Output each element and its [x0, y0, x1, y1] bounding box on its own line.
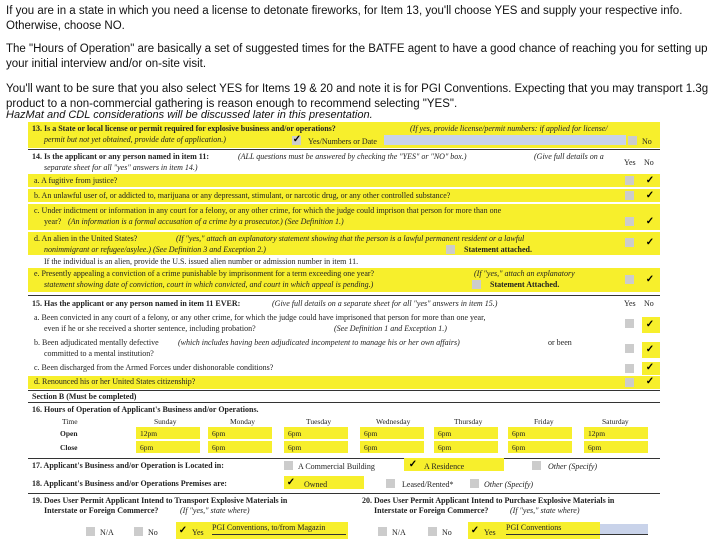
divider: [28, 149, 660, 150]
hours-close-label: Close: [60, 443, 78, 452]
item14e-instruction: (If "yes," attach an explanatory: [474, 269, 575, 278]
item14e-row: [28, 268, 660, 292]
hours-col-friday: Friday: [534, 417, 554, 426]
item14d-instruction: (If "yes," attach an explanatory statement showing that the person is a lawful permanent resident or a lawful: [176, 234, 525, 243]
item15-no-header: No: [644, 299, 654, 308]
divider: [28, 493, 660, 494]
item14e-question: e. Presently appealing a conviction of a crime punishable by imprisonment for a term exceeding one year?: [34, 269, 375, 278]
check-icon: ✓: [645, 376, 655, 387]
open-tuesday: 6pm: [288, 429, 302, 438]
open-monday: 6pm: [212, 429, 226, 438]
close-wednesday-field[interactable]: [360, 441, 424, 453]
item14b-question: b. An unlawful user of, or addicted to, marijuana or any depressant, stimulant, or narcotic drug, or any other controlled substance?: [34, 191, 451, 200]
item14a-question: a. A fugitive from justice?: [34, 176, 118, 185]
item20-instruction: (If "yes," state where): [510, 506, 580, 515]
open-thursday: 6pm: [438, 429, 452, 438]
close-sunday-field[interactable]: [136, 441, 200, 453]
item14c-question: c. Under indictment or information in any court for a felony, or any other crime, for which the judge could imprison that person for more than one: [34, 206, 502, 215]
item15a-question-2: even if he or she received a shorter sentence, including probation?: [44, 324, 256, 333]
hours-col-thursday: Thursday: [454, 417, 483, 426]
item18-leased-label: Leased/Rented*: [402, 480, 454, 489]
item13-no-label: No: [642, 137, 652, 146]
item17-other-label: Other (Specify): [548, 462, 598, 471]
underline: [212, 534, 346, 535]
close-tuesday-field[interactable]: [284, 441, 348, 453]
item18-leased-checkbox[interactable]: [386, 479, 395, 488]
close-saturday-field[interactable]: [584, 441, 648, 453]
atf-form-excerpt: [28, 122, 660, 540]
hours-col-wednesday: Wednesday: [376, 417, 411, 426]
open-friday-field[interactable]: [508, 427, 572, 439]
item14-instruction-2: (Give full details on a: [534, 152, 604, 161]
item19-yes-label: Yes: [192, 528, 204, 537]
item15d-row: [28, 376, 660, 389]
intro-paragraph-3: You'll want to be sure that you also select YES for Items 19 & 20 and note it is for PGI Conventions. Expecting that you may transport 1.3g product to a non-commercial gathering is reason enough to recommend selecting "YES".: [6, 83, 709, 110]
intro-note: HazMat and CDL considerations will be discussed later in this presentation.: [6, 109, 373, 121]
item19-value-field[interactable]: PGI Conventions, to/from Magazin: [212, 523, 326, 532]
item13-question: 13. Is a State or local license or permit required for explosive business and/or operations?: [32, 124, 336, 133]
close-monday: 6pm: [212, 443, 226, 452]
close-friday: 6pm: [512, 443, 526, 452]
hours-col-saturday: Saturday: [602, 417, 629, 426]
item13-row: [28, 122, 660, 148]
hours-col-sunday: Sunday: [154, 417, 177, 426]
underline: [506, 534, 648, 535]
item14d-statement-checkbox[interactable]: [446, 245, 455, 254]
item15-question: 15. Has the applicant or any person named in item 11 EVER:: [32, 299, 241, 308]
check-icon: ✓: [292, 134, 302, 145]
check-icon: ✓: [645, 274, 655, 285]
item15a-question: a. Been convicted in any court of a felony, or any other crime, for which the judge could have imprisoned that person for more than one year,: [34, 313, 486, 322]
close-thursday: 6pm: [438, 443, 452, 452]
item20-value-field[interactable]: PGI Conventions: [506, 523, 562, 532]
item15c-yes-checkbox[interactable]: [625, 364, 634, 373]
item15c-question: c. Been discharged from the Armed Forces under dishonorable conditions?: [34, 363, 274, 372]
item13-instruction-2: permit but not yet obtained, provide date of application.): [44, 135, 226, 144]
item18-other-checkbox[interactable]: [470, 479, 479, 488]
item14d-row: [28, 232, 660, 268]
item14d-question: d. An alien in the United States?: [34, 234, 138, 243]
close-saturday: 6pm: [588, 443, 602, 452]
item14c-row: [28, 204, 660, 230]
item14-yes-header: Yes: [624, 158, 636, 167]
item15a-yes-checkbox[interactable]: [625, 319, 634, 328]
check-icon: ✓: [645, 190, 655, 201]
item15b-question-2: committed to a mental institution?: [44, 349, 154, 358]
item13-number-field[interactable]: [384, 135, 626, 145]
open-wednesday: 6pm: [364, 429, 378, 438]
item14-question: 14. Is the applicant or any person named in item 11:: [32, 152, 209, 161]
item16-title: 16. Hours of Operation of Applicant's Business and/or Operations.: [32, 405, 259, 414]
item15a-instruction: (See Definition 1 and Exception 1.): [334, 324, 447, 333]
item19-no-checkbox[interactable]: [134, 527, 143, 536]
item14-instruction: (ALL questions must be answered by checking the "YES" or "NO" box.): [238, 152, 467, 161]
item20-na-label: N/A: [392, 528, 406, 537]
item14d-statement-label: Statement attached.: [464, 245, 532, 254]
check-icon: ✓: [645, 344, 655, 355]
section-b-title: Section B (Must be completed): [32, 392, 137, 401]
open-saturday-field[interactable]: [584, 427, 648, 439]
item20-yes-label: Yes: [484, 528, 496, 537]
item14c-instruction: (An information is a formal accusation of a crime by a prosecutor.) (See Definition 1.): [68, 217, 344, 226]
item15b-instruction: (which includes having been adjudicated incompetent to manage his or her own affairs): [178, 338, 460, 347]
item15d-question: d. Renounced his or her United States citizenship?: [34, 377, 196, 386]
item20-no-checkbox[interactable]: [428, 527, 437, 536]
intro-paragraph-2: The "Hours of Operation" are basically a set of suggested times for the BATFE agent to have a good chance of reaching you for setting up your initial interview and/or on-site visit.: [6, 43, 708, 70]
check-icon: ✓: [470, 525, 480, 536]
item19-na-checkbox[interactable]: [86, 527, 95, 536]
open-wednesday-field[interactable]: [360, 427, 424, 439]
item14c-yes-checkbox[interactable]: [625, 217, 634, 226]
item15c-row: [28, 362, 660, 375]
close-tuesday: 6pm: [288, 443, 302, 452]
item20-no-label: No: [442, 528, 452, 537]
item19-question: 19. Does User Permit Applicant Intend to Transport Explosive Materials in: [32, 496, 288, 505]
close-thursday-field[interactable]: [434, 441, 498, 453]
item15b-yes-checkbox[interactable]: [625, 344, 634, 353]
check-icon: ✓: [645, 216, 655, 227]
item18-other-label: Other (Specify): [484, 480, 534, 489]
hours-table: [28, 416, 660, 456]
item17-commercial-checkbox[interactable]: [284, 461, 293, 470]
divider: [28, 402, 660, 403]
open-sunday-field[interactable]: [136, 427, 200, 439]
item19-na-label: N/A: [100, 528, 114, 537]
check-icon: ✓: [645, 319, 655, 330]
item15d-yes-checkbox[interactable]: [625, 378, 634, 387]
open-monday-field[interactable]: [208, 427, 272, 439]
check-icon: ✓: [645, 237, 655, 248]
check-icon: ✓: [286, 477, 296, 488]
item13-instruction: (If yes, provide license/permit numbers: if applied for license/: [410, 124, 608, 133]
close-sunday: 6pm: [140, 443, 154, 452]
item20-question-2: Interstate or Foreign Commerce?: [374, 506, 489, 515]
item14-no-header: No: [644, 158, 654, 167]
open-sunday: 12pm: [140, 429, 158, 438]
item17-residence-label: A Residence: [424, 462, 465, 471]
item14-instruction-3: separate sheet for all "yes" answers in item 14.): [44, 163, 198, 172]
item15b-question-tail: or been: [548, 338, 572, 347]
item13-no-checkbox[interactable]: [628, 136, 637, 145]
item14d-alien-note: If the individual is an alien, provide the U.S. issued alien number or admission number in item 11.: [44, 257, 359, 266]
close-friday-field[interactable]: [508, 441, 572, 453]
check-icon: ✓: [408, 459, 418, 470]
item17-label: 17. Applicant's Business and/or Operation is Located in:: [32, 461, 224, 470]
item14b-row: [28, 189, 660, 202]
item14e-statement-checkbox[interactable]: [472, 280, 481, 289]
item14a-row: [28, 174, 660, 187]
item19-no-label: No: [148, 528, 158, 537]
intro-paragraph-1: If you are in a state in which you need a license to detonate fireworks, for Item 13, you'll choose YES and supply your respective info. Otherwise, choose NO.: [6, 5, 683, 32]
item14d-yes-checkbox[interactable]: [625, 238, 634, 247]
divider: [28, 390, 660, 391]
item14c-question-2: year?: [44, 217, 62, 226]
close-monday-field[interactable]: [208, 441, 272, 453]
open-tuesday-field[interactable]: [284, 427, 348, 439]
divider: [28, 295, 660, 296]
open-friday: 6pm: [512, 429, 526, 438]
item14a-yes-checkbox[interactable]: [625, 176, 634, 185]
hours-col-monday: Monday: [230, 417, 255, 426]
item20-na-checkbox[interactable]: [378, 527, 387, 536]
hours-open-label: Open: [60, 429, 78, 438]
item13-yes-label: Yes/Numbers or Date: [308, 137, 377, 146]
check-icon: ✓: [645, 175, 655, 186]
item14e-yes-checkbox[interactable]: [625, 275, 634, 284]
item17-other-checkbox[interactable]: [532, 461, 541, 470]
check-icon: ✓: [645, 362, 655, 373]
check-icon: ✓: [178, 525, 188, 536]
item14b-yes-checkbox[interactable]: [625, 191, 634, 200]
item14e-instruction-2: statement showing date of conviction, court in which convicted, and court in which appeal is pending.): [44, 280, 374, 289]
item15-instruction: (Give full details on a separate sheet for all "yes" answers in item 15.): [272, 299, 498, 308]
item19-instruction: (If "yes," state where): [180, 506, 250, 515]
item14e-statement-label: Statement Attached.: [490, 280, 560, 289]
item15-yes-header: Yes: [624, 299, 636, 308]
item20-question: 20. Does User Permit Applicant Intend to Purchase Explosive Materials in: [362, 496, 615, 505]
hours-col-time: Time: [62, 417, 78, 426]
divider: [28, 458, 660, 459]
item15a-row: [28, 312, 660, 336]
close-wednesday: 6pm: [364, 443, 378, 452]
open-saturday: 12pm: [588, 429, 606, 438]
item18-owned-label: Owned: [304, 480, 328, 489]
item15b-question: b. Been adjudicated mentally defective: [34, 338, 159, 347]
item17-commercial-label: A Commercial Building: [298, 462, 375, 471]
open-thursday-field[interactable]: [434, 427, 498, 439]
item14d-instruction-2: nonimmigrant or refugee/asylee.) (See Definition 3 and Exception 2.): [44, 245, 266, 254]
item18-label: 18. Applicant's Business and/or Operations Premises are:: [32, 479, 227, 488]
item15b-row: [28, 337, 660, 361]
hours-col-tuesday: Tuesday: [306, 417, 332, 426]
item19-question-2: Interstate or Foreign Commerce?: [44, 506, 159, 515]
